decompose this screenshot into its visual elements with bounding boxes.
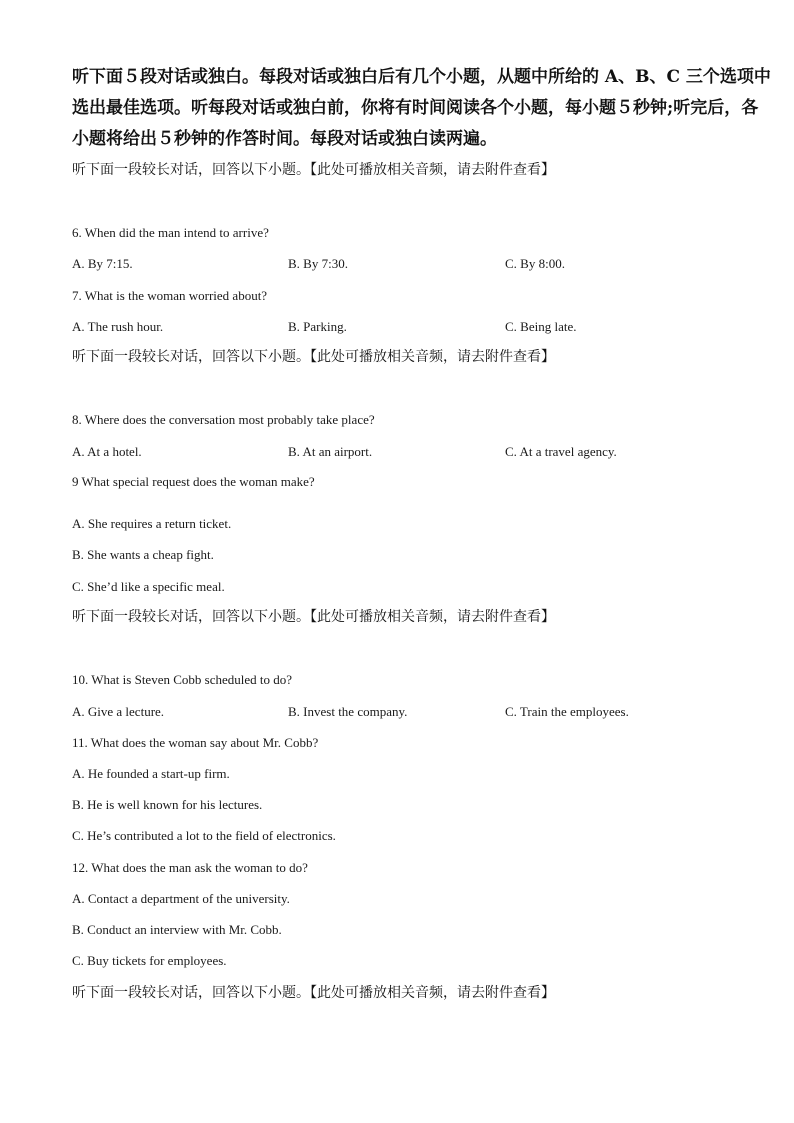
instructions-line-3: 小题将给出５秒钟的作答时间。每段对话或独白读两遍。 bbox=[72, 129, 497, 149]
question-7: 7. What is the woman worried about? bbox=[72, 288, 268, 303]
q7-option-b: B. Parking. bbox=[288, 319, 347, 334]
question-8-options bbox=[72, 444, 732, 460]
q7-option-a: A. The rush hour. bbox=[72, 319, 164, 334]
q11-option-a: A. He founded a start-up firm. bbox=[72, 766, 230, 781]
q6-option-a: A. By 7:15. bbox=[72, 256, 133, 271]
q10-option-c: C. Train the employees. bbox=[505, 704, 629, 719]
instructions-line-2: 选出最佳选项。听每段对话或独白前，你将有时间阅读各个小题，每小题５秒钟;听完后，各 bbox=[72, 98, 759, 118]
q12-option-c: C. Buy tickets for employees. bbox=[72, 953, 227, 968]
q6-option-b: B. By 7:30. bbox=[288, 256, 348, 271]
q10-option-a: A. Give a lecture. bbox=[72, 704, 165, 719]
question-7-options bbox=[72, 319, 732, 335]
audio-note-4: 听下面一段较长对话，回答以下小题。【此处可播放相关音频，请去附件查看】 bbox=[72, 985, 555, 1001]
question-6-options bbox=[72, 256, 732, 272]
q9-option-b: B. She wants a cheap fight. bbox=[72, 547, 214, 562]
instructions-line-1: 听下面５段对话或独白。每段对话或独白后有几个小题，从题中所给的 A、B、C 三个选项中 bbox=[72, 67, 771, 87]
question-12: 12. What does the man ask the woman to do? bbox=[72, 860, 308, 875]
question-10-options bbox=[72, 704, 732, 720]
question-6: 6. When did the man intend to arrive? bbox=[72, 225, 269, 240]
q7-option-c: C. Being late. bbox=[505, 319, 577, 334]
q11-option-c: C. He’s contributed a lot to the field of electronics. bbox=[72, 828, 336, 843]
q6-option-c: C. By 8:00. bbox=[505, 256, 565, 271]
audio-note-2: 听下面一段较长对话，回答以下小题。【此处可播放相关音频，请去附件查看】 bbox=[72, 349, 555, 365]
q9-option-a: A. She requires a return ticket. bbox=[72, 516, 232, 531]
question-9: 9 What special request does the woman make? bbox=[72, 474, 315, 489]
q8-option-b: B. At an airport. bbox=[288, 444, 373, 459]
question-11: 11. What does the woman say about Mr. Cobb? bbox=[72, 735, 319, 750]
q8-option-a: A. At a hotel. bbox=[72, 444, 142, 459]
q9-option-c: C. She’d like a specific meal. bbox=[72, 579, 225, 594]
q11-option-b: B. He is well known for his lectures. bbox=[72, 797, 263, 812]
section-instructions bbox=[72, 62, 771, 155]
q12-option-b: B. Conduct an interview with Mr. Cobb. bbox=[72, 922, 282, 937]
question-10: 10. What is Steven Cobb scheduled to do? bbox=[72, 672, 293, 687]
q8-option-c: C. At a travel agency. bbox=[505, 444, 617, 459]
audio-note-1: 听下面一段较长对话，回答以下小题。【此处可播放相关音频，请去附件查看】 bbox=[72, 162, 555, 178]
audio-note-3: 听下面一段较长对话，回答以下小题。【此处可播放相关音频，请去附件查看】 bbox=[72, 609, 555, 625]
q12-option-a: A. Contact a department of the university. bbox=[72, 891, 290, 906]
q10-option-b: B. Invest the company. bbox=[288, 704, 408, 719]
question-8: 8. Where does the conversation most probably take place? bbox=[72, 412, 375, 427]
